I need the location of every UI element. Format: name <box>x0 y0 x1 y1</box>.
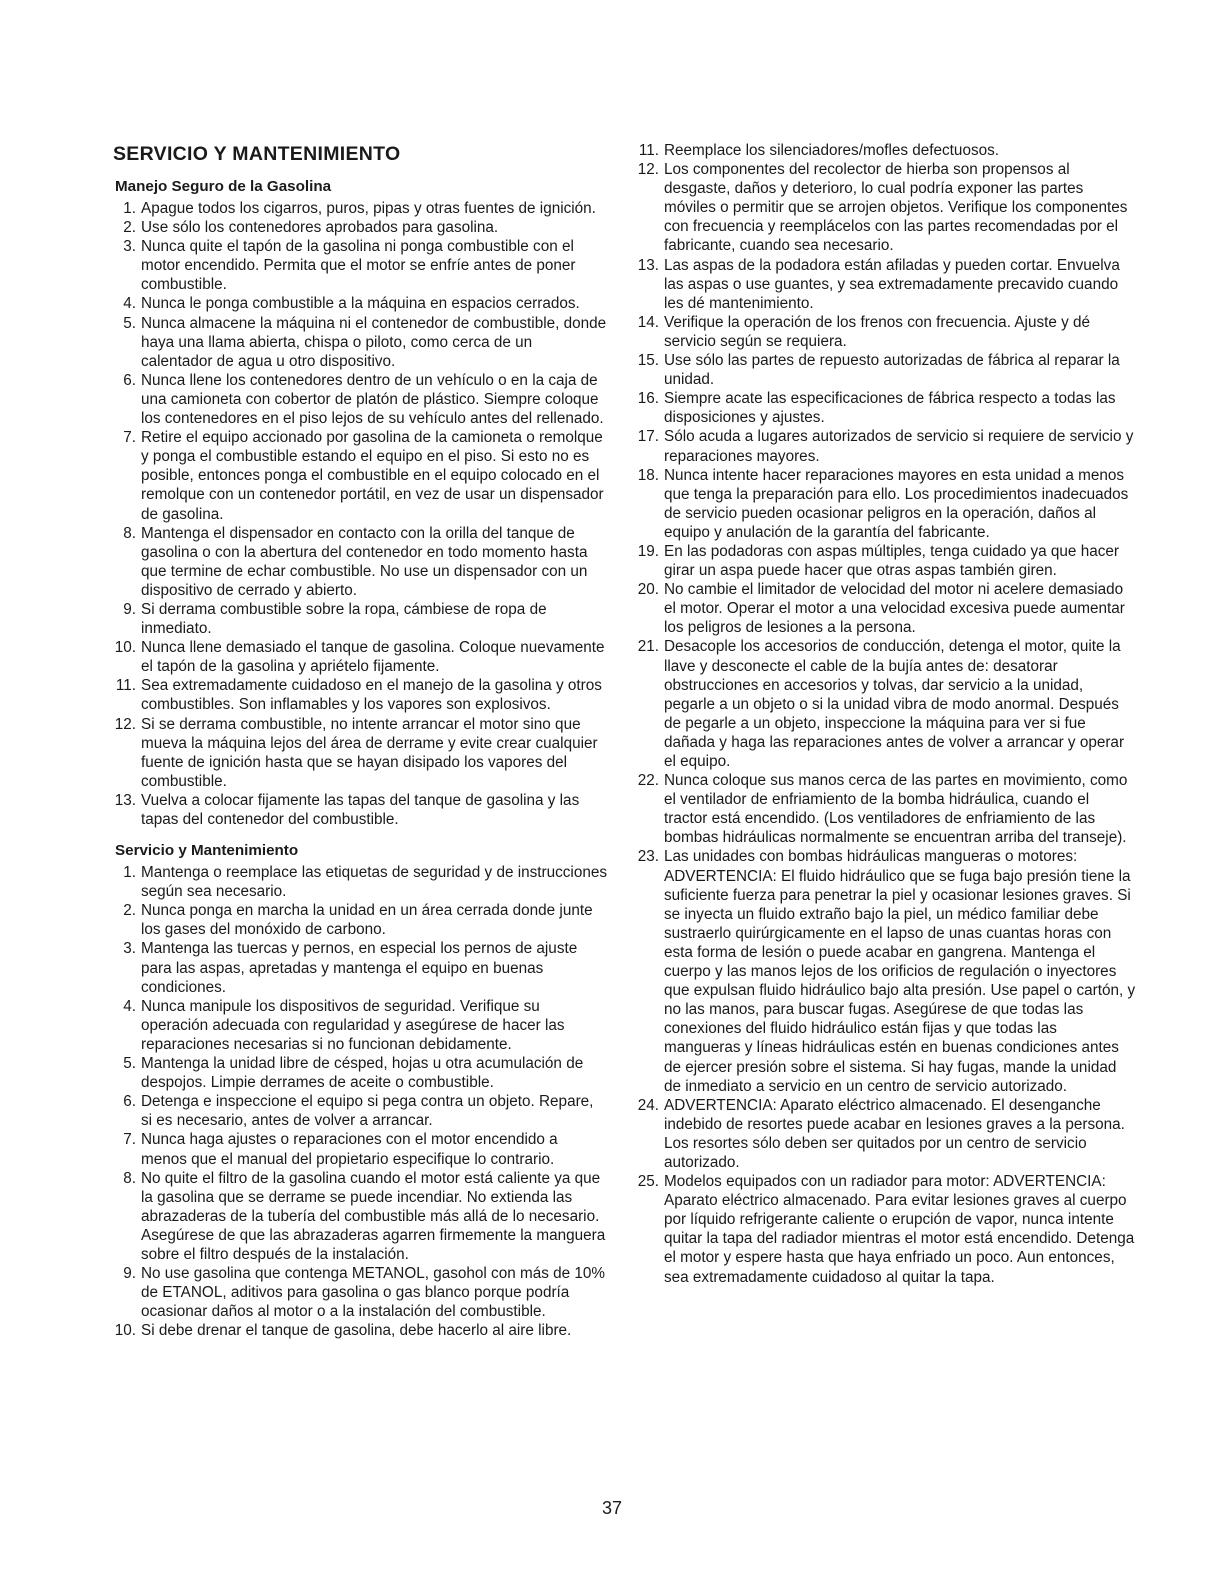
list-item-number: 7. <box>123 1131 136 1149</box>
list-item-number: 1. <box>123 200 136 217</box>
list-item <box>113 314 607 371</box>
list-item-number: 21. <box>637 638 659 656</box>
list-item-text: Nunca intente hacer reparaciones mayores en esta unidad a menos que tenga la preparación para ello. Los procedimientos inadecuados de servicio pueden ocasionar peligros en la operación, daños al equipo y anulación de la garantía del fabricante. <box>664 466 1129 541</box>
list-item-text: Siempre acate las especificaciones de fábrica respecto a todas las disposiciones y ajustes. <box>664 390 1116 427</box>
left-column <box>113 143 607 1340</box>
list-item-text: Nunca llene los contenedores dentro de un vehículo o en la caja de una camioneta con cobertor de platón de plástico. Siempre coloque los contenedores en el piso lejos de su vehículo antes del rellenado. <box>141 371 604 428</box>
list-item-number: 22. <box>637 772 659 790</box>
list-item-text: En las podadoras con aspas múltiples, tenga cuidado ya que hacer girar un aspa puede hacer que otras aspas también giren. <box>664 542 1119 580</box>
list-item-number: 9. <box>123 600 136 618</box>
list-item-number: 1. <box>123 864 136 882</box>
list-item <box>636 1096 1136 1172</box>
list-item-number: 23. <box>637 848 659 866</box>
list-item <box>636 847 1136 1095</box>
list-item-number: 12. <box>114 715 136 733</box>
list-item-number: 16. <box>637 390 659 408</box>
list-item-number: 11. <box>638 142 659 159</box>
list-item-number: 8. <box>123 524 136 542</box>
list-item <box>113 939 607 996</box>
list-item <box>636 351 1136 389</box>
list-item <box>636 256 1136 313</box>
list-item-number: 12. <box>637 161 659 179</box>
list-item-text: Verifique la operación de los frenos con frecuencia. Ajuste y dé servicio según se requiera. <box>664 313 1091 350</box>
list-item-text: ADVERTENCIA: Aparato eléctrico almacenado. El desenganche indebido de resortes puede acabar en lesiones graves a la persona. Los resortes sólo deben ser quitados por un centro de servicio autorizado. <box>664 1096 1125 1171</box>
list-item <box>113 997 607 1054</box>
list-item-text: No quite el filtro de la gasolina cuando el motor está caliente ya que la gasolina que se derrame se puede incendiar. No extienda las abrazaderas de la tubería del combustible más allá de lo necesario. Asegúrese de que las abrazaderas agarren firmemente la manguera sobre el filtro después de la instalación. <box>141 1169 606 1263</box>
list-item-text: Los componentes del recolector de hierba son propensos al desgaste, daños y deterioro, lo cual podría exponer las partes móviles o permitir que se arrojen objetos. Verifique los componentes con frecuencia y reemplácelos con las partes recomendadas por el fabricante, cuando sea necesario. <box>664 161 1128 255</box>
list-item-number: 5. <box>123 1055 136 1073</box>
list-item-text: Nunca coloque sus manos cerca de las partes en movimiento, como el ventilador de enfriamiento de la bomba hidráulica, cuando el tractor está encendido. (Los ventiladores de enfriamiento de las bombas hidráulicas normalmente se encuentran arriba del transeje). <box>664 772 1128 847</box>
list-item <box>113 676 607 714</box>
service-list-part-2 <box>636 141 1136 1287</box>
list-item-number: 4. <box>123 295 136 313</box>
list-item <box>113 1264 607 1321</box>
list-item-number: 20. <box>637 581 659 599</box>
list-item-number: 4. <box>123 997 136 1015</box>
list-item <box>636 160 1136 255</box>
list-item <box>113 638 607 676</box>
list-item-text: Vuelva a colocar fijamente las tapas del tanque de gasolina y las tapas del contenedor del combustible. <box>141 791 580 828</box>
list-item-text: Sólo acuda a lugares autorizados de servicio si requiere de servicio y reparaciones mayores. <box>664 428 1134 465</box>
list-item-number: 6. <box>123 371 136 389</box>
list-item-number: 15. <box>637 352 659 370</box>
list-item <box>636 427 1136 465</box>
list-item-number: 10. <box>114 639 136 657</box>
list-item-number: 19. <box>637 542 659 560</box>
list-item <box>113 237 607 294</box>
list-item <box>113 600 607 638</box>
list-item-text: Nunca ponga en marcha la unidad en un área cerrada donde junte los gases del monóxido de carbono. <box>141 902 593 939</box>
list-item-text: Nunca quite el tapón de la gasolina ni ponga combustible con el motor encendido. Permita que el motor se enfríe antes de poner combustible. <box>141 238 576 294</box>
list-item <box>636 580 1136 637</box>
list-item-text: Detenga e inspeccione el equipo si pega contra un objeto. Repare, si es necesario, antes de volver a arrancar. <box>141 1093 594 1130</box>
list-item-number: 10. <box>114 1322 136 1340</box>
list-item-text: Desacople los accesorios de conducción, detenga el motor, quite la llave y desconecte el cable de la bujía antes de: desatorar obstrucciones en accesorios y tolvas, dar servicio a la unidad, pegarle a un objeto o si la unidad vibra de modo anormal. Después de pegarle a un objeto, inspeccione la máquina para ver si fue dañada y haga las reparaciones antes de volver a arrancar y operar el equipo. <box>664 638 1125 770</box>
list-item <box>636 542 1136 580</box>
list-item-number: 2. <box>123 902 136 920</box>
list-item <box>636 466 1136 542</box>
list-item <box>113 715 607 791</box>
list-item-number: 25. <box>637 1173 659 1191</box>
list-item <box>113 1130 607 1168</box>
list-item-number: 5. <box>123 314 136 332</box>
list-item-text: Si se derrama combustible, no intente arrancar el motor sino que mueva la máquina lejos del área de derrame y evite crear cualquier fuente de ignición hasta que se hayan disipado los vapores del combustible. <box>141 715 598 790</box>
list-item-text: Nunca almacene la máquina ni el contenedor de combustible, donde haya una llama abierta, chispa o piloto, como cerca de un calentador de agua u otro dispositivo. <box>141 314 607 370</box>
list-item-number: 6. <box>123 1093 136 1111</box>
list-item-text: Las aspas de la podadora están afiladas y pueden cortar. Envuelva las aspas o use guantes, y sea extremadamente precavido cuando les dé mantenimiento. <box>664 256 1120 312</box>
list-item-number: 11. <box>115 677 136 695</box>
list-item-text: Apague todos los cigarros, puros, pipas y otras fuentes de ignición. <box>141 200 596 217</box>
list-item <box>113 901 607 939</box>
list-item <box>636 1172 1136 1287</box>
list-item <box>113 863 607 901</box>
list-item-number: 3. <box>123 238 136 256</box>
list-item-number: 13. <box>637 256 659 274</box>
list-item <box>113 1169 607 1264</box>
list-item-text: Mantenga la unidad libre de césped, hojas u otra acumulación de despojos. Limpie derrames de aceite o combustible. <box>141 1055 584 1092</box>
list-item-number: 2. <box>123 219 136 237</box>
list-item <box>636 141 1136 160</box>
list-item <box>113 1321 607 1340</box>
list-item-text: Reemplace los silenciadores/mofles defectuosos. <box>664 142 1000 159</box>
list-item-number: 9. <box>123 1265 136 1283</box>
list-item-text: Nunca le ponga combustible a la máquina en espacios cerrados. <box>141 295 580 313</box>
list-item-text: No cambie el limitador de velocidad del motor ni acelere demasiado el motor. Operar el motor a una velocidad excesiva puede aumentar los peligros de lesiones a la persona. <box>664 581 1125 637</box>
list-item-number: 7. <box>123 429 136 447</box>
list-item-text: Nunca manipule los dispositivos de seguridad. Verifique su operación adecuada con regularidad y asegúrese de hacer las reparaciones necesarias si no funcionan debidamente. <box>141 997 565 1053</box>
list-item <box>636 637 1136 771</box>
list-item <box>636 389 1136 427</box>
list-item-text: Mantenga o reemplace las etiquetas de seguridad y de instrucciones según sea necesario. <box>141 864 607 901</box>
list-item-number: 17. <box>637 428 659 446</box>
list-item-text: Mantenga las tuercas y pernos, en especial los pernos de ajuste para las aspas, apretadas y mantenga el equipo en buenas condiciones. <box>141 940 578 996</box>
list-item-text: Modelos equipados con un radiador para motor: ADVERTENCIA: Aparato eléctrico almacenado. Para evitar lesiones graves al cuerpo por líquido refrigerante caliente o erupción de vapor, nunca intente quitar la tapa del radiador mientras el motor está encendido. Detenga el motor y espere hasta que haya enfriado un poco. Aun entonces, sea extremadamente cuidadoso al quitar la tapa. <box>664 1173 1135 1286</box>
list-item <box>113 1054 607 1092</box>
right-column <box>636 141 1136 1287</box>
list-item-number: 13. <box>114 791 136 809</box>
gasoline-safety-list <box>113 199 607 829</box>
page-number: 37 <box>601 1498 623 1518</box>
list-item <box>113 294 607 313</box>
list-item-number: 24. <box>637 1096 659 1114</box>
list-item-text: Nunca llene demasiado el tanque de gasolina. Coloque nuevamente el tapón de la gasolina y apriételo fijamente. <box>141 639 605 676</box>
list-item-text: Mantenga el dispensador en contacto con la orilla del tanque de gasolina o con la abertura del contenedor en todo momento hasta que termine de echar combustible. No use un dispensador con un dispositivo de cerrado y abierto. <box>141 524 588 599</box>
section-heading-gasoline: Manejo Seguro de la Gasolina <box>115 178 332 195</box>
list-item-number: 3. <box>123 940 136 958</box>
list-item-text: Si debe drenar el tanque de gasolina, debe hacerlo al aire libre. <box>141 1322 572 1340</box>
list-item-text: Si derrama combustible sobre la ropa, cámbiese de ropa de inmediato. <box>141 600 547 638</box>
list-item <box>113 218 607 237</box>
list-item <box>636 771 1136 847</box>
list-item-text: Las unidades con bombas hidráulicas mangueras o motores: ADVERTENCIA: El fluido hidráulico que se fuga bajo presión tiene la suficiente fuerza para penetrar la piel y ocasionar lesiones graves. Si se inyecta un fluido extraño bajo la piel, un médico familiar debe sustraerlo quirúrgicamente en el lapso de unas cuantas horas con esta forma de lesión o puede acabar en gangrena. Mantenga el cuerpo y las manos lejos de los orificios de regulación o inyectores que expulsan fluido hidráulico bajo alta presión. Use papel o cartón, y no las manos, para buscar fugas. Asegúrese de que todas las conexiones del fluido hidráulico están fijas y que todas las mangueras y líneas hidráulicas estén en buenas condiciones antes de ejercer presión sobre el sistema. Si hay fugas, mande la unidad de inmediato a servicio en un centro de servicio autorizado. <box>664 848 1136 1095</box>
list-item-number: 14. <box>637 313 659 331</box>
list-item-text: Nunca haga ajustes o reparaciones con el motor encendido a menos que el manual del propietario especifique lo contrario. <box>141 1131 558 1168</box>
list-item-text: Use sólo las partes de repuesto autorizadas de fábrica al reparar la unidad. <box>664 352 1120 389</box>
section-heading-service: Servicio y Mantenimiento <box>115 842 299 860</box>
page-title: SERVICIO Y MANTENIMIENTO <box>113 143 401 165</box>
list-item <box>113 371 607 428</box>
list-item-text: Retire el equipo accionado por gasolina de la camioneta o remolque y ponga el combustible estando el equipo en el piso. Si esto no es posible, entonces ponga el combustible en el equipo colocado en el remolque con un contenedor portátil, en vez de usar un dispensador de gasolina. <box>141 429 604 523</box>
list-item-text: Sea extremadamente cuidadoso en el manejo de la gasolina y otros combustibles. Son inflamables y los vapores son explosivos. <box>141 677 602 714</box>
list-item-number: 8. <box>123 1169 136 1187</box>
list-item <box>113 199 607 218</box>
list-item <box>113 524 607 600</box>
list-item <box>113 791 607 829</box>
list-item-text: Use sólo los contenedores aprobados para gasolina. <box>141 219 499 237</box>
list-item-number: 18. <box>637 466 659 484</box>
list-item <box>113 428 607 523</box>
list-item <box>636 313 1136 351</box>
list-item-text: No use gasolina que contenga METANOL, gasohol con más de 10% de ETANOL, aditivos para gasolina o gas blanco porque podría ocasionar daños al motor o a la instalación del combustible. <box>141 1265 606 1321</box>
list-item <box>113 1092 607 1130</box>
service-list-part-1 <box>113 863 607 1340</box>
